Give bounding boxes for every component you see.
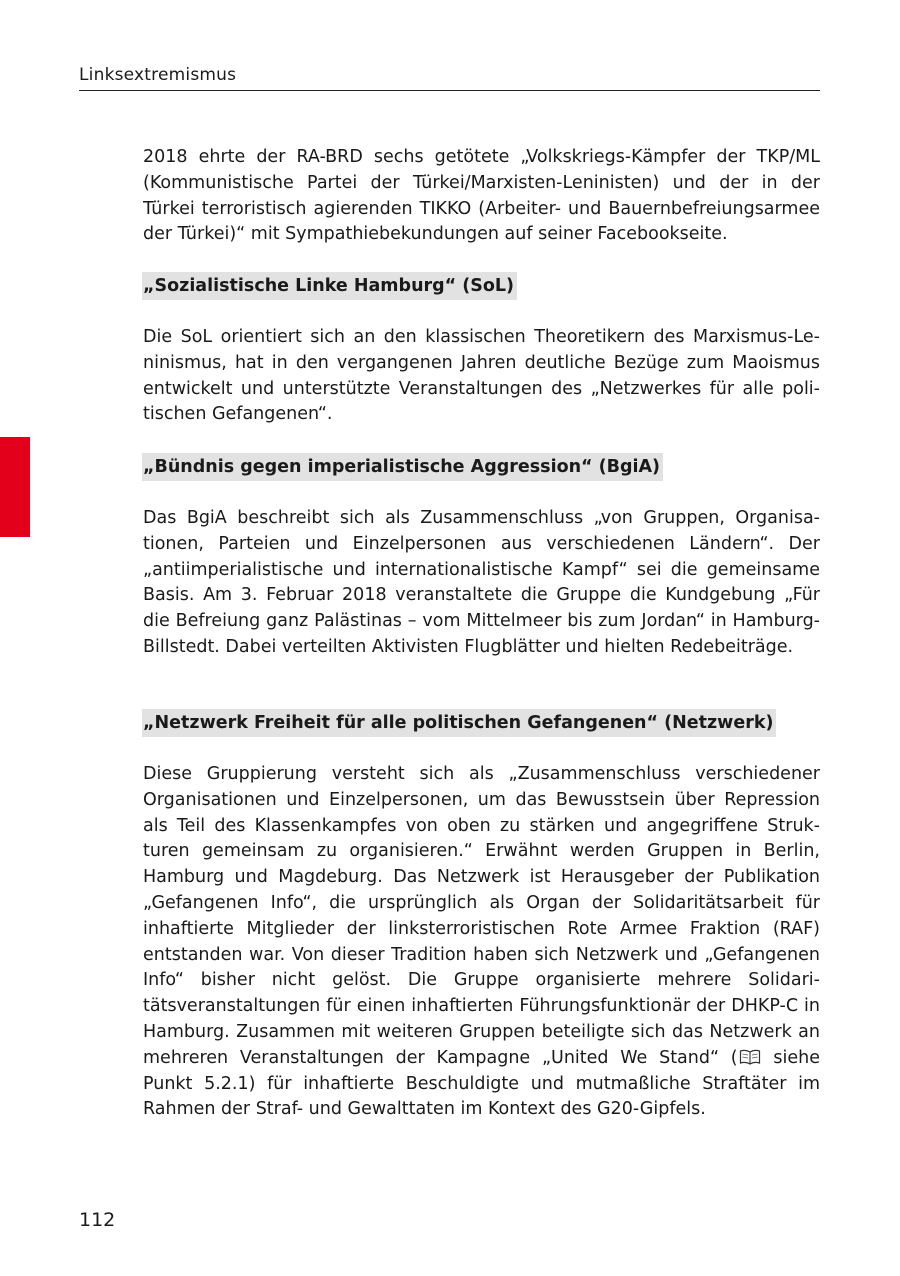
netzwerk-paragraph xyxy=(143,762,820,1123)
netzwerk-heading: „Netzwerk Freiheit für alle politischen Gefangenen“ (Netzwerk) xyxy=(142,709,776,737)
netzwerk-reference[interactable]: siehe Punkt 5.2.1) xyxy=(143,1047,821,1094)
intro-section xyxy=(143,145,820,248)
book-icon[interactable] xyxy=(739,1048,761,1064)
bgia-section xyxy=(143,506,820,661)
netzwerk-section xyxy=(143,762,820,1123)
bgia-heading-block xyxy=(143,453,820,481)
running-header-title: Linksextremismus xyxy=(79,65,237,85)
sol-heading: „Sozialistische Linke Hamburg“ (SoL) xyxy=(142,272,517,300)
netzwerk-text-part-1: Diese Gruppierung versteht sich als „Zusammenschluss verschiedener Organisationen und Einzelpersonen, um das Bewusstsein über Repression als Teil des Klassenkampfes von oben zu stärken und angegriffene Strukturen gemeinsam zu organisieren.“ Erwähnt werden Gruppen in Berlin, Hamburg und Magdeburg. Das Netzwerk ist Herausgeber der Publikation „Gefangenen Info“, die ursprünglich als Organ der Solidaritätsarbeit für inhaftierte Mitglieder der linksterroristischen Rote Armee Fraktion (RAF) entstanden war. Von dieser Tradition haben sich Netzwerk und „Gefangenen Info“ bisher nicht gelöst. Die Gruppe organisierte mehrere Solidaritätsveranstaltungen für einen inhaftierten Führungsfunktionär der DHKP-C in Hamburg. Zusammen mit weiteren Gruppen beteiligte sich das Netzwerk an mehreren Veranstaltungen der Kampagne „United We Stand“ ( xyxy=(143,764,820,1068)
sol-heading-block xyxy=(143,272,820,300)
page-number: 112 xyxy=(79,1209,116,1231)
running-header xyxy=(79,64,820,91)
netzwerk-text-part-2: für inhaftierte Beschuldigte und mutmaßliche Straftäter im Rahmen der Straf- und Gewalttaten im Kontext des G20-Gipfels. xyxy=(143,1073,820,1120)
netzwerk-heading-block xyxy=(143,709,820,737)
sol-section xyxy=(143,325,820,428)
intro-paragraph: 2018 ehrte der RA-BRD sechs getötete „Volkskriegs-Kämpfer der TKP/ML (Kommunistische Partei der Türkei/Marxisten-Leninisten) und der in der Türkei terroristisch agierenden TIKKO (Arbeiter- und Bauernbefreiungsarmee der Türkei)“ mit Sympathiebekundungen auf seiner Facebookseite. xyxy=(143,147,820,245)
bgia-heading: „Bündnis gegen imperialistische Aggression“ (BgiA) xyxy=(142,453,663,481)
chapter-marker xyxy=(0,437,30,537)
bgia-paragraph: Das BgiA beschreibt sich als Zusammenschluss „von Gruppen, Organisationen, Parteien und Einzelpersonen aus verschiedenen Ländern“. Der „antiimperialistische und internationalistische Kampf“ sei die gemeinsame Basis. Am 3. Februar 2018 veranstaltete die Gruppe die Kundgebung „Für die Befreiung ganz Palästinas – vom Mittelmeer bis zum Jordan“ in Hamburg-Billstedt. Dabei verteilten Aktivisten Flugblätter und hielten Redebeiträge. xyxy=(143,508,820,657)
sol-paragraph: Die SoL orientiert sich an den klassischen Theoretikern des Marxismus-Leninismus, hat in den vergangenen Jahren deutliche Bezüge zum Maoismus entwickelt und unterstützte Veranstaltungen des „Netzwerkes für alle politischen Gefangenen“. xyxy=(143,327,820,425)
